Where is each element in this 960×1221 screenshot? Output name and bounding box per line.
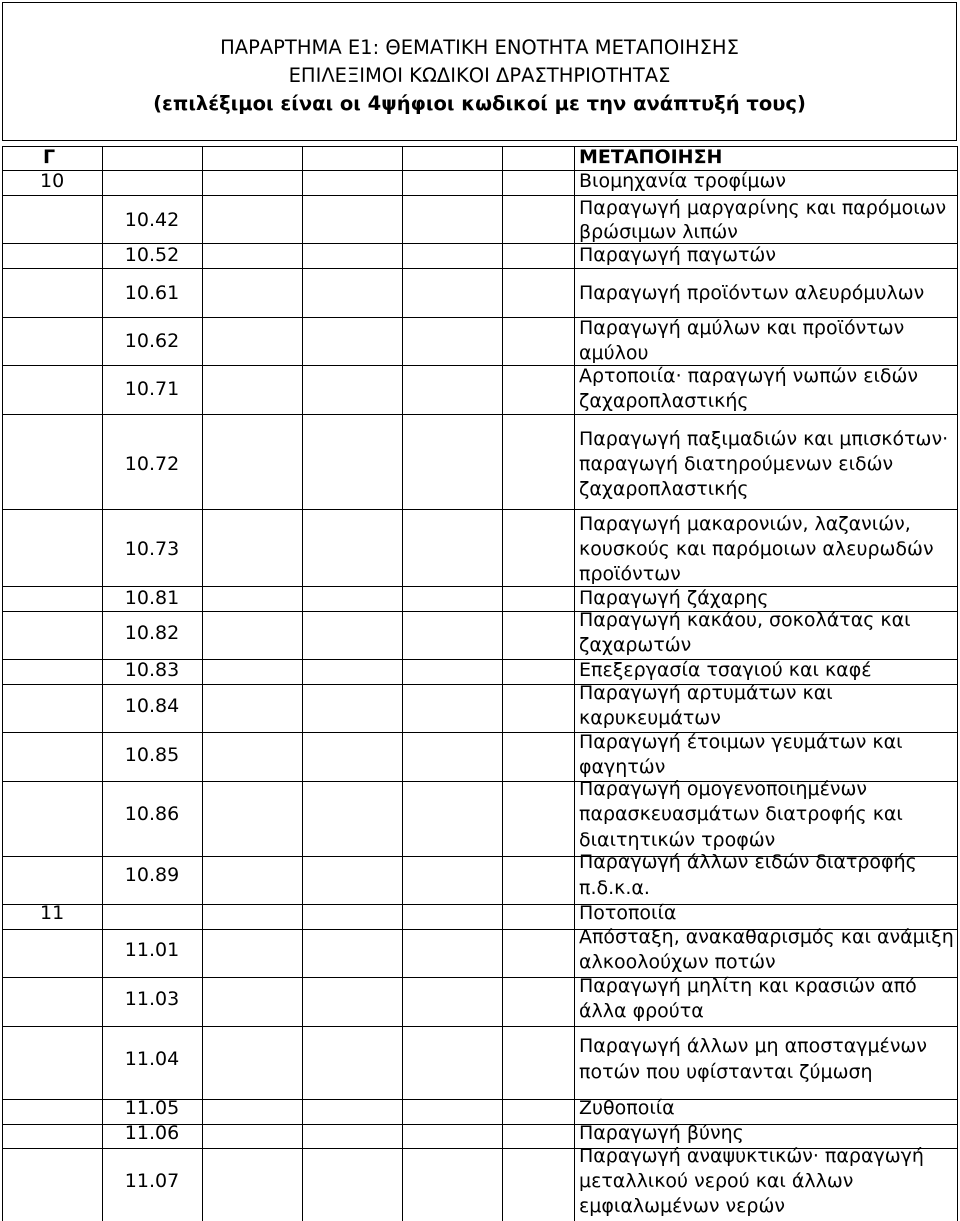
activity-description: ΜΕΤΑΠΟΙΗΣΗ [579,146,723,168]
activity-description: ποτών που υφίστανται ζύμωση [579,1061,873,1083]
table-column-line [957,146,958,1221]
activity-description: παρασκευασμάτων διατροφής και [579,803,903,825]
activity-description: Παραγωγή έτοιμων γευμάτων και [579,731,903,753]
activity-description: αμύλου [579,342,649,364]
activity-code: 10.84 [124,695,180,717]
activity-description: Παραγωγή αναψυκτικών· παραγωγή [579,1145,924,1167]
activity-description: άλλα φρούτα [579,1000,704,1022]
table-column-line [2,146,3,1221]
activity-description: Απόσταξη, ανακαθαρισμός και ανάμιξη [579,926,954,948]
activity-code: 11.01 [124,939,180,961]
activity-description: Παραγωγή αρτυμάτων και [579,682,833,704]
table-rule [2,170,958,171]
activity-description: Παραγωγή μαργαρίνης και παρόμοιων [579,197,947,219]
table-rule [2,146,958,147]
activity-description: ζαχαροπλαστικής [579,390,749,412]
table-column-line [302,146,303,1221]
activity-code: 10.83 [124,659,180,681]
annex-header [2,2,957,141]
activity-description: Παραγωγή αμύλων και προϊόντων [579,317,905,339]
header-line-1: ΠΑΡΑΡΤΗΜΑ Ε1: ΘΕΜΑΤΙΚΗ ΕΝΟΤΗΤΑ ΜΕΤΑΠΟΙΗΣΗΣ [220,36,739,59]
header-line-2: ΕΠΙΛΕΞΙΜΟΙ ΚΩΔΙΚΟΙ ΔΡΑΣΤΗΡΙΟΤΗΤΑΣ [288,64,671,87]
activity-code: 10.62 [124,330,180,352]
activity-code: 10.61 [124,282,180,304]
activity-code: 11.04 [124,1048,180,1070]
activity-description: Ποτοποιία [579,902,677,924]
activity-code: 10.42 [124,209,180,231]
table-column-line [202,146,203,1221]
activity-description: Παραγωγή άλλων ειδών διατροφής [579,851,917,873]
activity-code: 10.73 [124,538,180,560]
header-line-3: (επιλέξιμοι είναι οι 4ψήφιοι κωδικοί με την ανάπτυξή τους) [153,92,806,115]
table-rule [2,268,958,269]
activity-description: Παραγωγή κακάου, σοκολάτας και [579,609,911,631]
activity-description: Παραγωγή ζάχαρης [579,587,769,609]
activity-code: 10.81 [124,587,180,609]
activity-code: 10.89 [124,864,180,886]
activity-description: Παραγωγή μηλίτη και κρασιών από [579,975,917,997]
activity-code: 11.03 [124,988,180,1010]
activity-description: Επεξεργασία τσαγιού και καφέ [579,659,872,681]
activity-code: 11.05 [124,1097,180,1119]
activity-description: διαιτητικών τροφών [579,829,776,851]
activity-description: βρώσιμων λιπών [579,221,738,243]
activity-description: Παραγωγή παγωτών [579,244,776,266]
activity-description: εμφιαλωμένων νερών [579,1195,786,1217]
activity-code: 10.86 [124,803,180,825]
activity-description: προϊόντων [579,563,681,585]
activity-description: Παραγωγή βύνης [579,1122,744,1144]
activity-description: αλκοολούχων ποτών [579,951,776,973]
activity-code: 10.71 [124,378,180,400]
activity-description: φαγητών [579,756,666,778]
activity-code: 10.82 [124,622,180,644]
activity-description: Ζυθοποιία [579,1097,675,1119]
activity-description: Παραγωγή μακαρονιών, λαζανιών, [579,513,911,535]
activity-code: 10.85 [124,744,180,766]
activity-description: καρυκευμάτων [579,707,721,729]
table-column-line [502,146,503,1221]
activity-description: παραγωγή διατηρούμενων ειδών [579,453,894,475]
activity-description: π.δ.κ.α. [579,877,650,899]
activity-description: κουσκούς και παρόμοιων αλευρωδών [579,538,934,560]
activity-description: Αρτοποιία· παραγωγή νωπών ειδών [579,365,919,387]
activity-code: 10.52 [124,244,180,266]
table-rule [2,904,958,905]
activity-description: Βιομηχανία τροφίμων [579,170,787,192]
activity-code: 10.72 [124,453,180,475]
table-column-line [574,146,575,1221]
activity-description: ζαχαρωτών [579,634,692,656]
activity-description: Παραγωγή παξιμαδιών και μπισκότων· [579,428,949,450]
table-rule [2,509,958,510]
activity-description: μεταλλικού νερού και άλλων [579,1170,854,1192]
activity-code: 11.06 [124,1122,180,1144]
section-code: Γ [43,146,56,168]
section-code: 11 [40,902,65,924]
activity-description: Παραγωγή ομογενοποιημένων [579,778,867,800]
activity-description: ζαχαροπλαστικής [579,478,749,500]
table-column-line [402,146,403,1221]
activity-description: Παραγωγή άλλων μη αποσταγμένων [579,1035,927,1057]
table-rule [2,1026,958,1027]
activity-description: Παραγωγή προϊόντων αλευρόμυλων [579,282,925,304]
table-rule [2,414,958,415]
activity-code: 11.07 [124,1170,180,1192]
section-code: 10 [40,170,65,192]
